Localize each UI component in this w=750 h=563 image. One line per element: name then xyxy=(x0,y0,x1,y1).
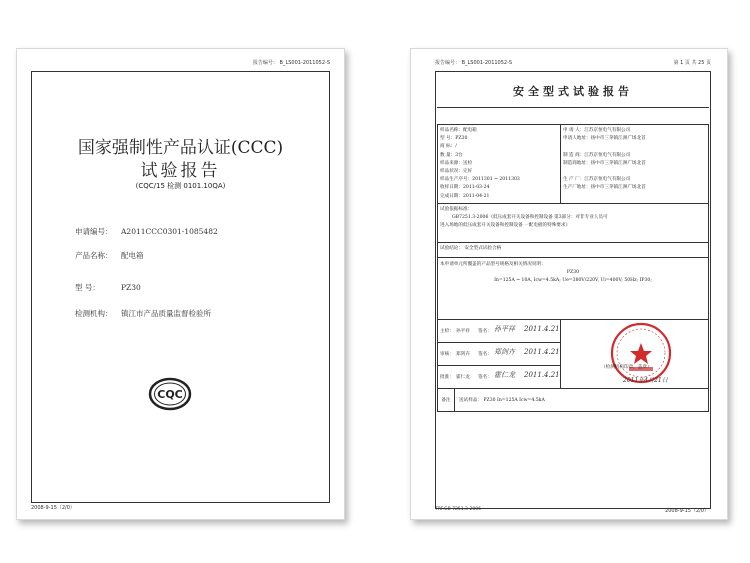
stamp-date: 2011年4月21日 xyxy=(623,377,668,384)
model-row xyxy=(438,258,709,320)
reviewer-date: 2011.4.21 xyxy=(524,348,560,356)
left-field: 商 标：/ xyxy=(440,144,457,150)
signatures-cell xyxy=(438,320,561,389)
cover-title-line2: 试验报告 xyxy=(140,161,221,181)
sign-row-reviewer: 审核： 郑剑卉 签名： 郑剑卉 2011.4.21 xyxy=(438,343,560,366)
detail-footer-date: 2008-9-15（2/0） xyxy=(665,508,709,514)
cover-title-line1: 国家强制性产品认证(CCC) xyxy=(77,138,284,158)
right-field: 生产厂地址：扬中市三茅镇江洲广场北首 xyxy=(563,185,646,191)
right-field: 生 产 厂：江苏京恒电气有限公司 xyxy=(563,177,631,183)
detail-page-info: 第 1 页 共 25 页 xyxy=(673,60,711,66)
left-field: 样品状况：完好 xyxy=(440,169,473,175)
left-field: 数 量：3台 xyxy=(440,152,463,158)
model-description: 本申请单元所覆盖的产品型号规格及相关情况说明： xyxy=(440,262,546,267)
model-cell xyxy=(438,258,709,320)
sample-info-cell xyxy=(438,125,561,204)
report-detail-page xyxy=(410,48,728,520)
conclusion-row xyxy=(438,243,709,258)
basis-label: 试验依据标准： xyxy=(440,207,473,212)
note-cell xyxy=(438,389,709,412)
reviewer-signature: 郑剑卉 xyxy=(494,348,515,356)
note-label: 备注 xyxy=(438,389,455,411)
right-field: 申 请 人：江苏京恒电气有限公司 xyxy=(563,128,631,133)
report-cover-page xyxy=(16,48,345,520)
inspector-signature: 孙平祥 xyxy=(494,325,515,333)
cover-field-test-agency: 检测机构： 镇江市产品质量监督检验所 xyxy=(75,309,211,318)
report-table xyxy=(437,124,709,412)
cover-field-application-no: 申请编号： A2011CCC0301-1085482 xyxy=(75,227,218,236)
right-field: 申请人地址：扬中市三茅镇江洲广场北首 xyxy=(563,136,646,142)
cover-field-model: 型 号： PZ30 xyxy=(75,283,141,292)
basis-line1: GB7251.3-2006《低压成套开关设备和控制设备 第3部分：对非专业人员可 xyxy=(452,215,608,221)
detail-footer-standard: TRF.GB 7251.3-2006 xyxy=(435,507,481,512)
approver-signature: 霍仁龙 xyxy=(494,371,515,379)
left-field: 型 号：PZ30 xyxy=(440,136,468,142)
title-divider xyxy=(437,107,709,108)
conclusion-cell xyxy=(438,243,709,258)
basis-row xyxy=(438,204,709,243)
left-field: 样品名称：配电箱 xyxy=(440,128,477,133)
left-field: 样品生产序号：2011301 ~ 2011303 xyxy=(440,177,520,183)
cqc-logo xyxy=(148,376,192,412)
sample-info-row xyxy=(438,125,709,204)
model-spec: In=125A ~ 10A, Icw=4.5kA; Ue=380V/220V, Ui=400V; 50Hz; IP30; xyxy=(494,278,652,284)
cover-report-number: 报告编号： B_LS001-2011052-S xyxy=(252,60,330,66)
sign-row-inspector: 主检： 孙平祥 签名： 孙平祥 2011.4.21 xyxy=(438,320,560,343)
cover-field-product-name: 产品名称： 配电箱 xyxy=(75,251,144,260)
detail-report-number: 报告编号： B_LS001-2011052-S xyxy=(435,60,513,66)
conclusion-text: 试验结论： 安全型式试验合格 xyxy=(440,246,502,251)
approver-date: 2011.4.21 xyxy=(524,371,560,379)
sign-row-approver: 批准： 霍仁龙 签名： 霍仁龙 2011.4.21 xyxy=(440,371,560,380)
stamp-caption: （检测机构印章，盖章） xyxy=(601,365,652,370)
basis-cell xyxy=(438,204,709,243)
detail-title: 安全型式试验报告 xyxy=(513,85,633,98)
note-row xyxy=(438,389,709,412)
cover-footer-date: 2008-9-15（2/0） xyxy=(31,505,75,511)
right-field: 制 造 商：江苏京恒电气有限公司 xyxy=(563,152,631,158)
applicant-info-cell xyxy=(561,125,709,204)
stamp-cell xyxy=(561,320,709,389)
cqc-logo-text: CQC xyxy=(157,388,183,401)
inspector-date: 2011.4.21 xyxy=(524,325,560,333)
left-field: 收样日期：2011-03-24 xyxy=(440,185,490,191)
model-name: PZ30 xyxy=(566,270,580,276)
note-text: 送试样品： PZ30 In=125A Icw=4.5kA xyxy=(459,398,545,403)
signature-row xyxy=(438,320,709,389)
left-field: 完成日期：2011-04-21 xyxy=(440,193,490,199)
cover-subtitle: (CQC/15 检测 0101.10QA) xyxy=(135,182,226,190)
basis-line2: 进入场地的低压成套开关设备和控制设备 一配电板的特殊要求》 xyxy=(440,223,571,229)
right-field: 制造商地址：扬中市三茅镇江洲广场北首 xyxy=(563,160,646,166)
left-field: 样品来源：送检 xyxy=(440,160,473,166)
